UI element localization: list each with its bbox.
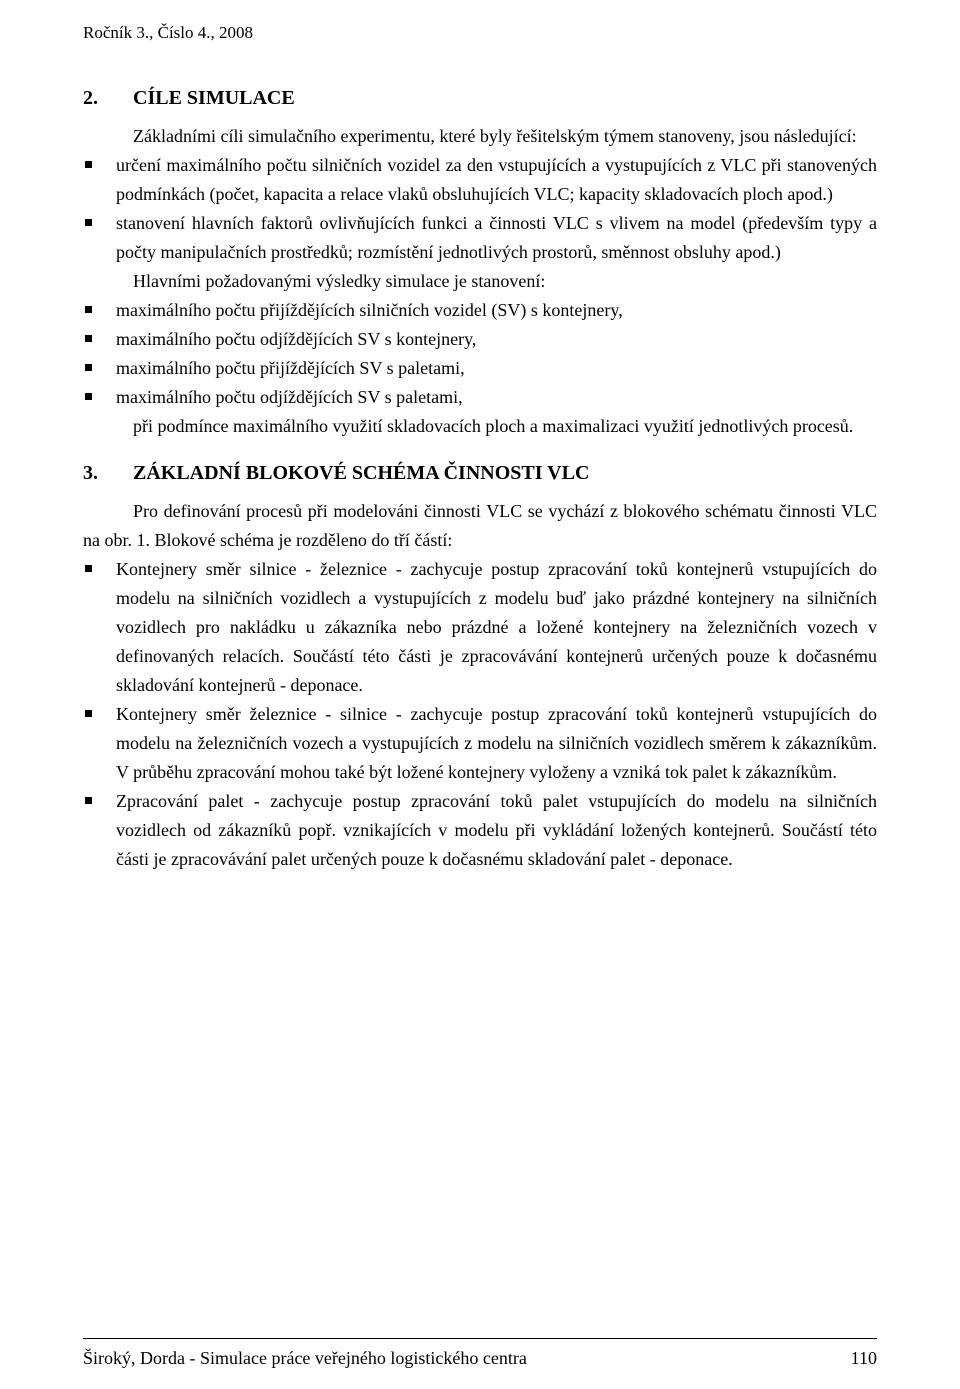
page-number: 110	[850, 1348, 877, 1368]
section-2-number: 2.	[83, 87, 98, 109]
result-item: maximálního počtu odjíždějících SV s paletami,	[83, 383, 877, 412]
section-3-intro: Pro definování procesů při modelováni činnosti VLC se vychází z blokového schématu činnosti VLC na obr. 1. Blokové schéma je rozděleno do tří částí:	[83, 501, 877, 550]
main-content	[83, 85, 877, 874]
section-2-intro: Základními cíli simulačního experimentu, které byly řešitelským týmem stanoveny, jsou následující:	[133, 126, 857, 146]
part-item: Kontejnery směr železnice - silnice - zachycuje postup zpracování toků kontejnerů vstupujících do modelu na železničních vozech a vystupujících z modelu na silničních vozidlech směrem k zákazníkům. V průběhu zpracování mohou také být ložené kontejnery vyloženy a vzniká tok palet k zákazníkům.	[83, 700, 877, 787]
result-item: maximálního počtu přijíždějících SV s paletami,	[83, 354, 877, 383]
goals-list	[83, 151, 877, 267]
results-intro: Hlavními požadovanými výsledky simulace je stanovení:	[133, 271, 546, 291]
section-3-number: 3.	[83, 462, 98, 484]
page-footer	[83, 1344, 877, 1372]
result-item: maximálního počtu přijíždějících silničních vozidel (SV) s kontejnery,	[83, 296, 877, 325]
goal-item: stanovení hlavních faktorů ovlivňujících funkci a činnosti VLC s vlivem na model (především typy a počty manipulačních prostředků; rozmístění jednotlivých prostorů, směnnost obsluhy apod.)	[83, 209, 877, 267]
footer-text: Široký, Dorda - Simulace práce veřejného logistického centra	[83, 1348, 527, 1368]
parts-list	[83, 555, 877, 874]
footer-divider	[83, 1338, 877, 1339]
result-item: maximálního počtu odjíždějících SV s kontejnery,	[83, 325, 877, 354]
section-2-heading	[83, 85, 877, 111]
results-list	[83, 296, 877, 412]
section-3-title: ZÁKLADNÍ BLOKOVÉ SCHÉMA ČINNOSTI VLC	[133, 462, 590, 484]
part-item: Zpracování palet - zachycuje postup zpracování toků palet vstupujících do modelu na silničních vozidlech od zákazníků popř. vznikajících v modelu při vykládání ložených kontejnerů. Součástí této části je zpracovávání palet určených pouze k dočasnému skladování palet - deponace.	[83, 787, 877, 874]
part-item: Kontejnery směr silnice - železnice - zachycuje postup zpracování toků kontejnerů vstupujících do modelu na silničních vozidlech a vystupujících z modelu buď jako prázdné kontejnery na silničních vozidlech pro nakládku u zákazníka nebo prázdné a ložené kontejnery na železničních vozech v definovaných relacích. Součástí této části je zpracovávání kontejnerů určených pouze k dočasnému skladování kontejnerů - deponace.	[83, 555, 877, 700]
section-3-heading	[83, 460, 877, 486]
goal-item: určení maximálního počtu silničních vozidel za den vstupujících a vystupujících z VLC při stanovených podmínkách (počet, kapacita a relace vlaků obsluhujících VLC; kapacity skladovacích ploch apod.)	[83, 151, 877, 209]
page-header: Ročník 3., Číslo 4., 2008	[83, 23, 254, 42]
results-condition: při podmínce maximálního využití skladovacích ploch a maximalizaci využití jednotlivých procesů.	[133, 416, 854, 436]
section-2-title: CÍLE SIMULACE	[133, 87, 295, 109]
